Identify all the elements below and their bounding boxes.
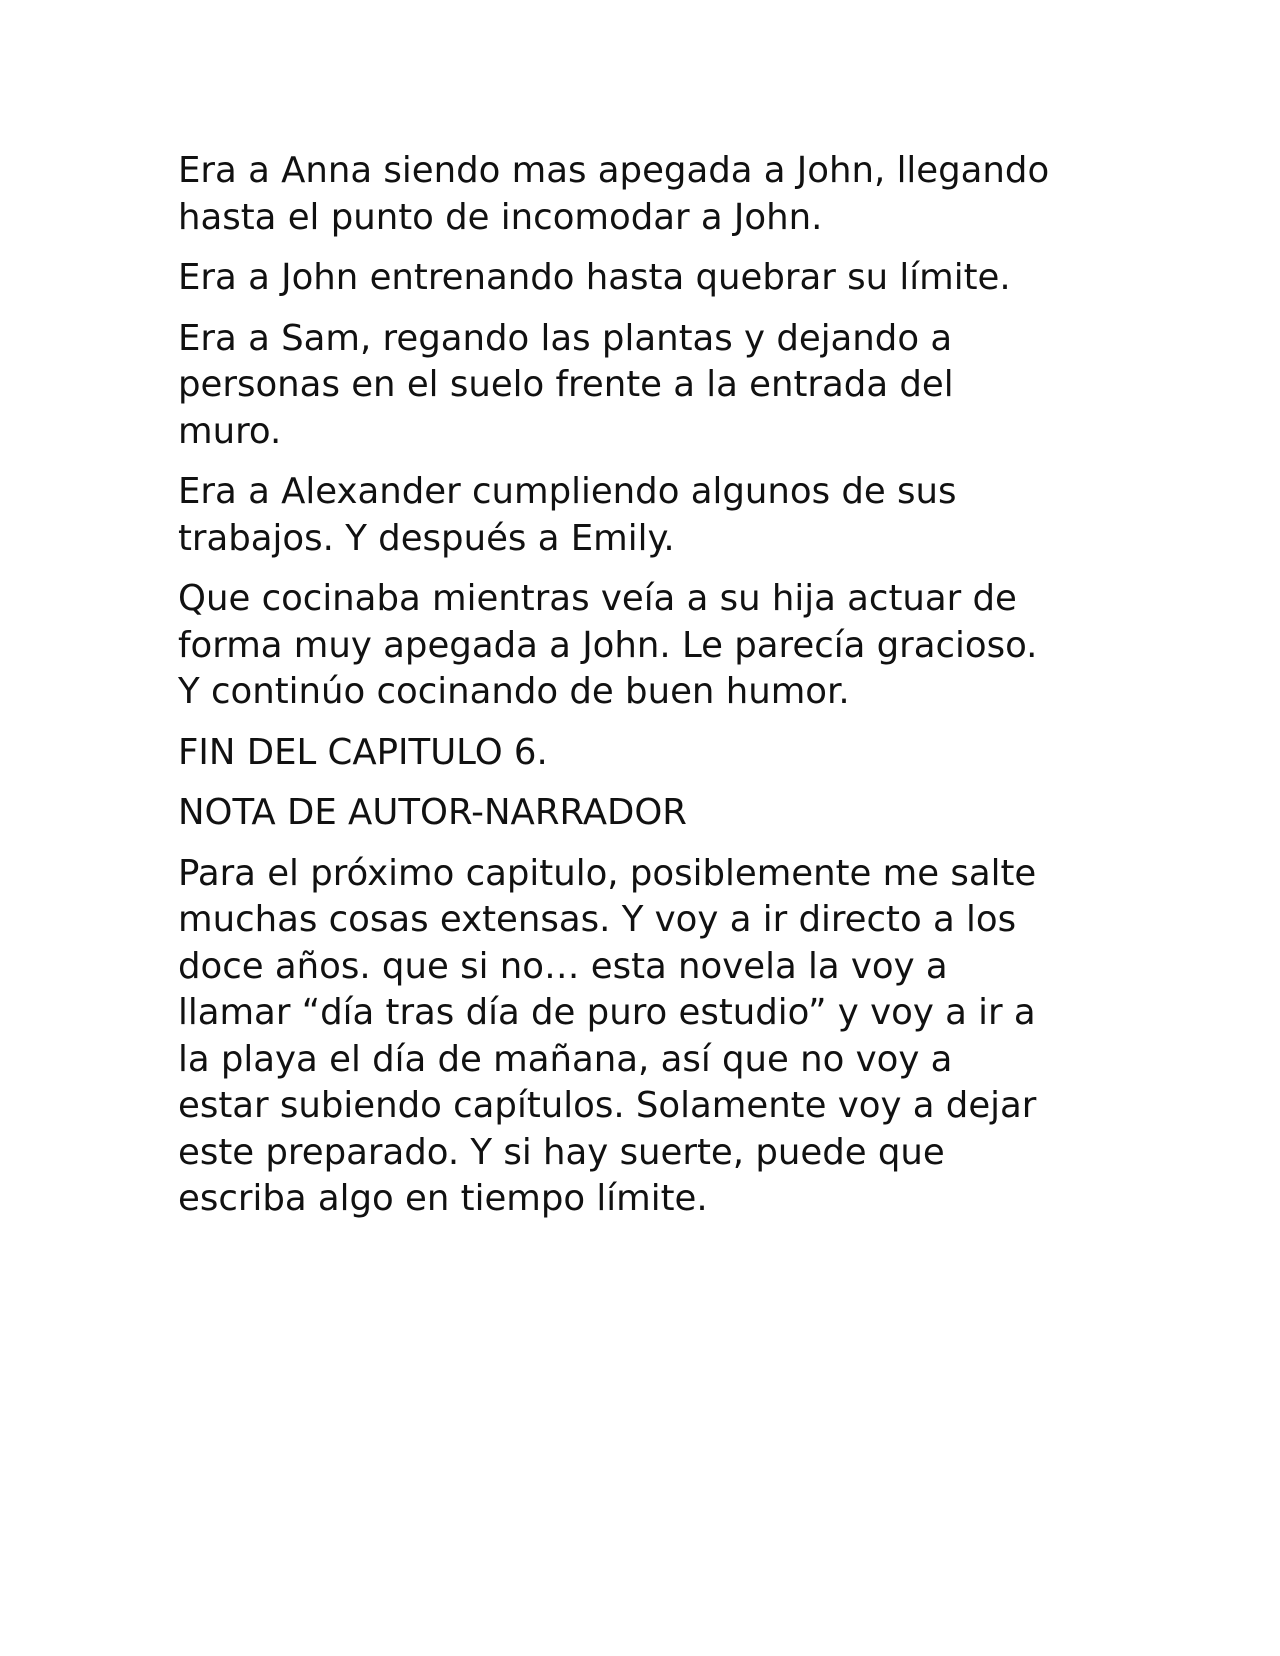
paragraph-sam: Era a Sam, regando las plantas y dejando a personas en el suelo frente a la entrada del muro. [178, 317, 954, 452]
paragraph-emily: Que cocinaba mientras veía a su hija actuar de forma muy apegada a John. Le parecía gracioso. Y continúo cocinando de buen humor. [178, 578, 1038, 712]
author-note-heading: NOTA DE AUTOR-NARRADOR [178, 792, 687, 833]
paragraph-anna: Era a Anna siendo mas apegada a John, llegando hasta el punto de incomodar a John. [178, 150, 1050, 238]
paragraph-john: Era a John entrenando hasta quebrar su límite. [178, 257, 1011, 298]
document-page [178, 148, 1128, 1237]
author-note-body: Para el próximo capitulo, posiblemente me salte muchas cosas extensas. Y voy a ir directo a los doce años. que si no… esta novela la voy a llamar “día tras día de puro estudio” y voy a ir a la playa el día de mañana, así que no voy a estar subiendo capítulos. Solamente voy a dejar este preparado. Y si hay suerte, puede que escriba algo en tiempo límite. [178, 852, 1037, 1219]
paragraph-alexander: Era a Alexander cumpliendo algunos de sus trabajos. Y después a Emily. [178, 471, 957, 559]
chapter-end-heading: FIN DEL CAPITULO 6. [178, 731, 548, 773]
